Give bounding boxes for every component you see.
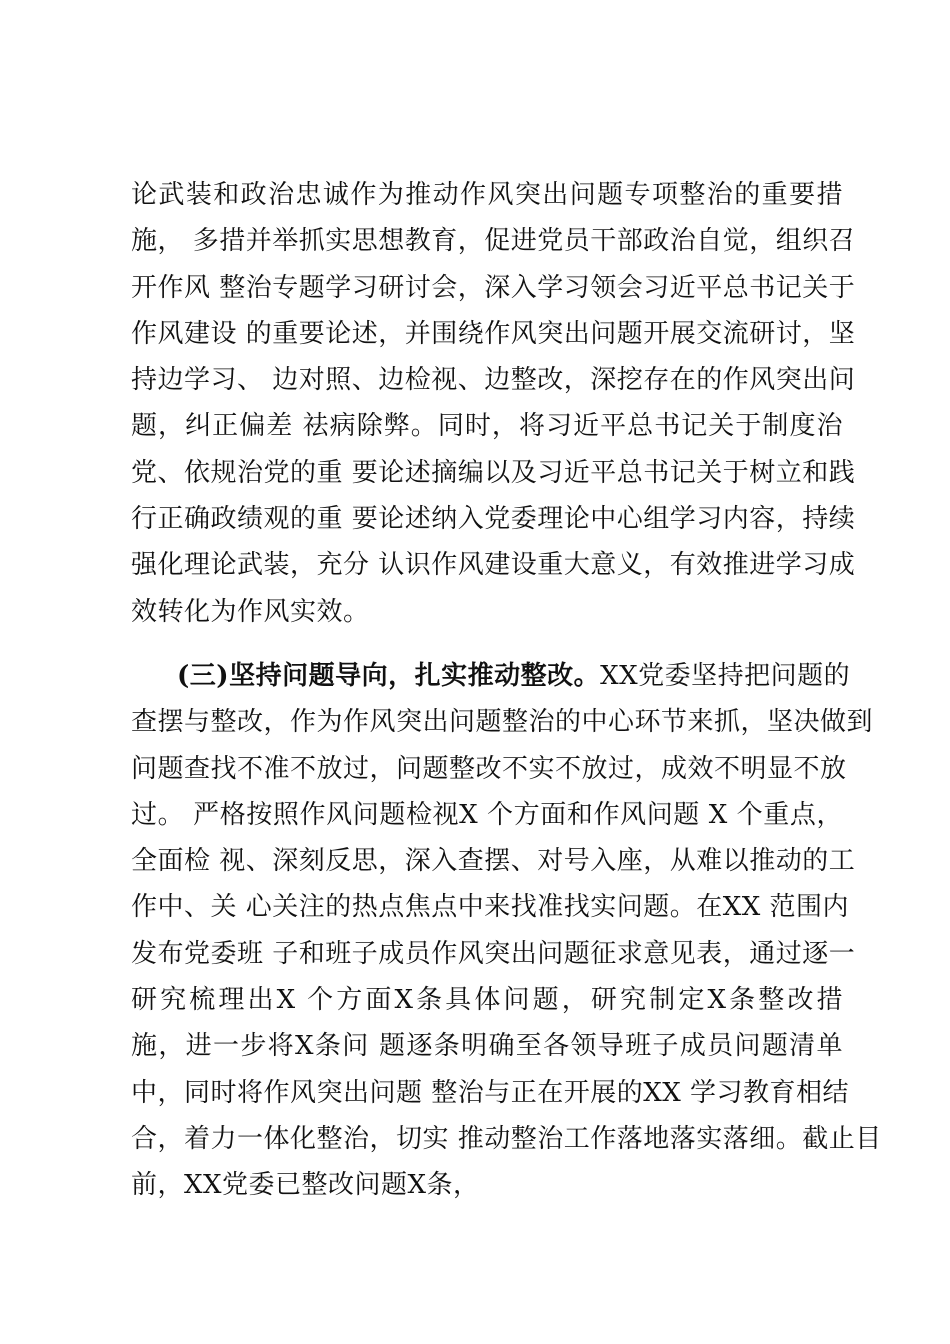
text-line: 效转化为作风实效。 [131,596,370,627]
text-line: 作中、关 心关注的热点焦点中来找准找实问题。在XX 范围内 [131,892,850,923]
section-heading: (三)坚持问题导向，扎实推动整改。 [177,660,601,691]
text-line: 施， 多措并举抓实思想教育，促进党员干部政治自觉，组织召 [131,226,856,257]
text-line: 合，着力一体化整治，切实 推动整治工作落地落实落细。截止目 [131,1123,882,1154]
text-line: 开作风 整治专题学习研讨会，深入学习领会习近平总书记关于 [131,272,856,303]
document-page [131,172,882,1209]
text-line: 过。 严格按照作风问题检视X 个方面和作风问题 X 个重点， [131,799,843,830]
text-line: 查摆与整改，作为作风突出问题整治的中心环节来抓，坚决做到 [131,707,874,738]
paragraph-1 [131,172,856,635]
text-line: 强化理论武装，充分 认识作风建设重大意义，有效推进学习成 [131,550,856,581]
text-line: 研究梳理出X 个方面X条具体问题，研究制定X条整改措 [131,985,843,1016]
text-line: 作风建设 的重要论述，并围绕作风突出问题开展交流研讨，坚 [131,318,856,349]
text-line: 论武装和政治忠诚作为推动作风突出问题专项整治的重要措 [131,180,843,210]
text-line: 持边学习、 边对照、边检视、边整改，深挖存在的作风突出问 [131,365,856,396]
paragraph-2 [131,653,882,1209]
paragraph-first-line [131,653,851,699]
text-line: 中，同时将作风突出问题 整治与正在开展的XX 学习教育相结 [131,1077,850,1108]
text-line: 行正确政绩观的重 要论述纳入党委理论中心组学习内容，持续 [131,504,856,535]
text-line: 党、依规治党的重 要论述摘编以及习近平总书记关于树立和践 [131,457,856,488]
text-line: 前，XX党委已整改问题X条， [131,1170,480,1201]
text-line: 施，进一步将X条问 题逐条明确至各领导班子成员问题清单 [131,1031,843,1062]
text-run: XX党委坚持把问题的 [600,660,851,691]
text-line: 全面检 视、深刻反思，深入查摆、对号入座，从难以推动的工 [131,846,856,877]
text-line: 发布党委班 子和班子成员作风突出问题征求意见表，通过逐一 [131,938,856,969]
text-line: 问题查找不准不放过，问题整改不实不放过，成效不明显不放 [131,753,847,784]
text-line: 题，纠正偏差 祛病除弊。同时，将习近平总书记关于制度治 [131,411,843,442]
